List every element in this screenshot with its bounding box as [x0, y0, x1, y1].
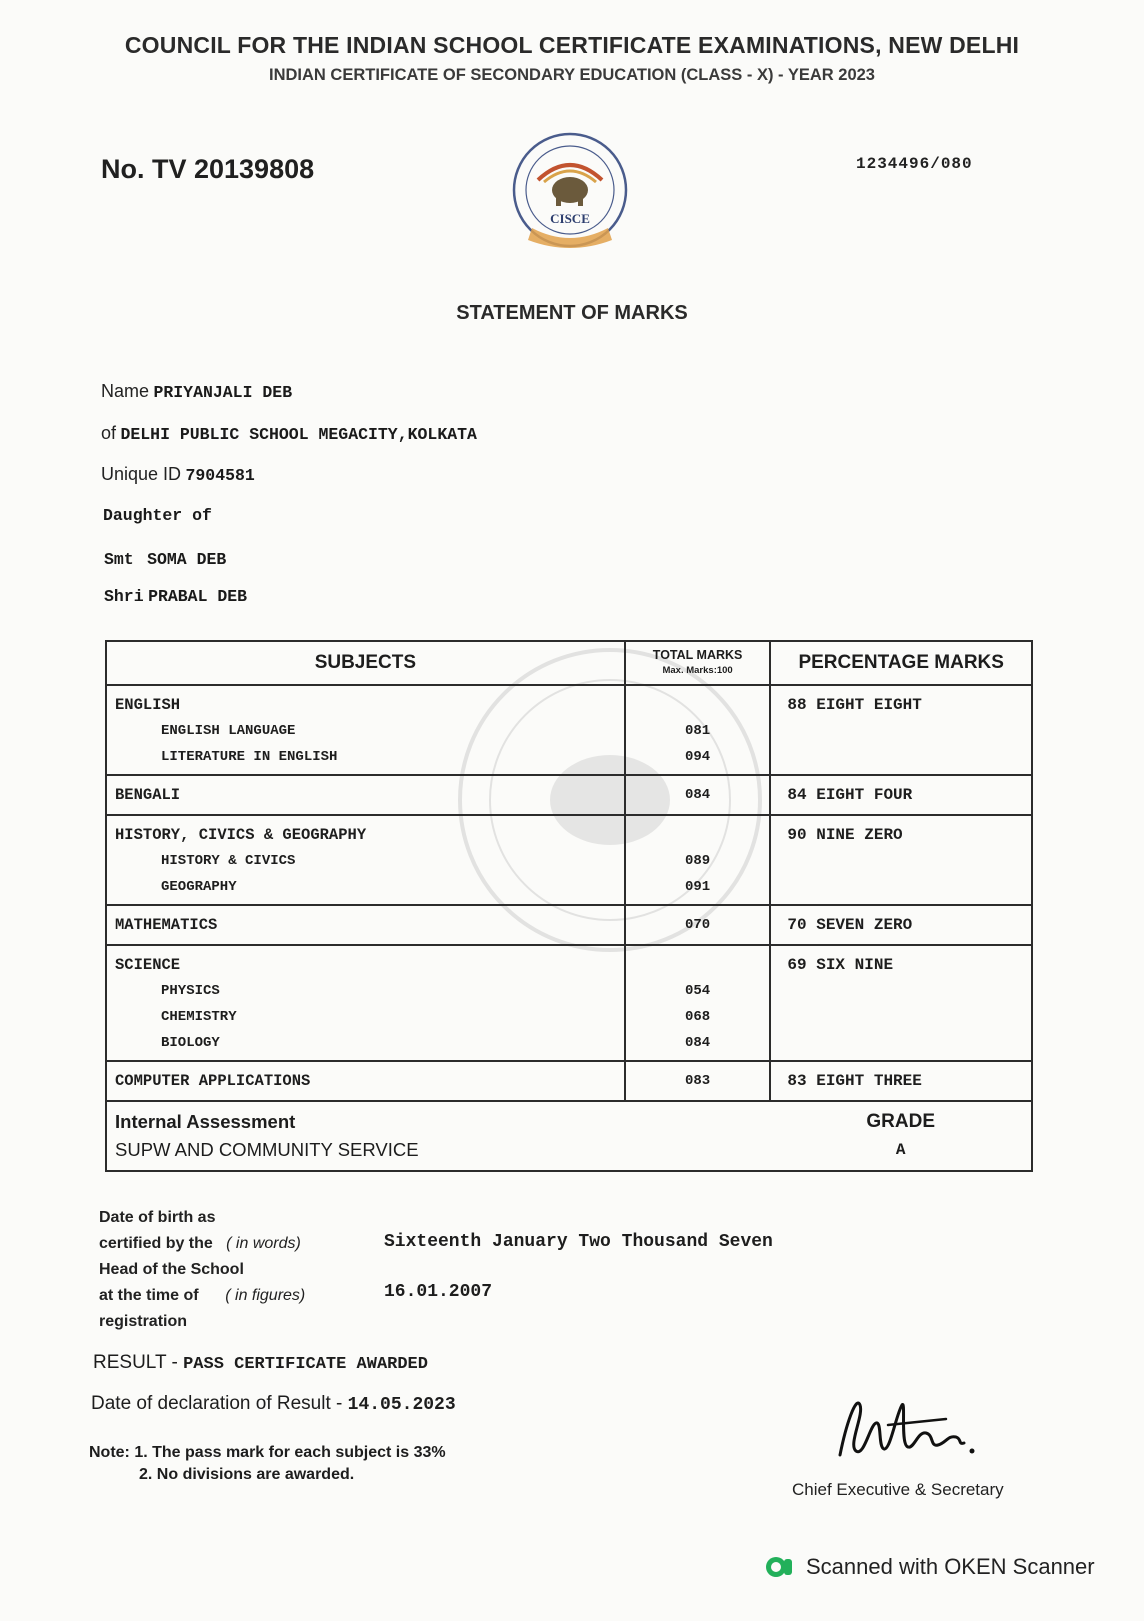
percentage-cell: 70 SEVEN ZERO: [770, 905, 1032, 945]
percentage-cell: 88 EIGHT EIGHT: [770, 685, 1032, 775]
school-row: [101, 423, 477, 444]
subject-name: SCIENCE: [115, 956, 181, 974]
grade-cell: [770, 1101, 1032, 1171]
marks-value: 094: [684, 749, 711, 765]
internal-assessment-title: Internal Assessment: [115, 1111, 296, 1132]
mother-row: [104, 550, 226, 569]
percentage-cell: 90 NINE ZERO: [770, 815, 1032, 905]
mother-name: SOMA DEB: [147, 550, 227, 569]
header-total-label: TOTAL MARKS: [652, 648, 743, 662]
subject-cell: BENGALI: [106, 775, 625, 815]
header-max-marks: Max. Marks:100: [662, 665, 733, 676]
dob-label-line: registration: [99, 1313, 188, 1330]
subject-cell: [106, 685, 625, 775]
marks-cell: [625, 945, 771, 1061]
subject-name: HISTORY, CIVICS & GEOGRAPHY: [115, 826, 367, 844]
subject-part: ENGLISH LANGUAGE: [161, 723, 296, 739]
school-name: DELHI PUBLIC SCHOOL MEGACITY,KOLKATA: [120, 425, 477, 444]
table-header-row: [106, 641, 1032, 685]
marks-cell: 084: [625, 775, 771, 815]
result-value: PASS CERTIFICATE AWARDED: [183, 1355, 428, 1374]
note-label: Note:: [89, 1444, 130, 1461]
marks-value: 081: [684, 723, 711, 739]
declaration-row: [91, 1393, 456, 1415]
marks-value: 054: [684, 983, 711, 999]
subject-part: BIOLOGY: [161, 1035, 220, 1051]
unique-id: 7904581: [185, 466, 255, 485]
grade-value: A: [895, 1141, 906, 1159]
result-row: [93, 1352, 428, 1374]
internal-assessment-cell: [106, 1101, 770, 1171]
marks-cell: [625, 815, 771, 905]
marks-cell: 070: [625, 905, 771, 945]
relation-label: Daughter of: [103, 506, 212, 525]
declaration-label: Date of declaration of Result -: [91, 1393, 343, 1414]
subject-part: PHYSICS: [161, 983, 220, 999]
note-item: 1. The pass mark for each subject is 33%: [134, 1444, 446, 1461]
certificate-number: No. TV 20139808: [101, 154, 315, 184]
scanner-text: Scanned with OKEN Scanner: [806, 1554, 1095, 1579]
subject-part: GEOGRAPHY: [161, 879, 237, 895]
notes-block: [89, 1442, 446, 1486]
header-subjects: SUBJECTS: [106, 641, 625, 685]
council-title: COUNCIL FOR THE INDIAN SCHOOL CERTIFICATE EXAMINATIONS, NEW DELHI: [124, 32, 1020, 58]
uid-label: Unique ID: [101, 464, 182, 484]
candidate-name: PRIYANJALI DEB: [153, 383, 293, 402]
name-row: [101, 381, 292, 402]
subject-part: HISTORY & CIVICS: [161, 853, 296, 869]
cisce-seal-icon: [500, 128, 640, 268]
father-row: [104, 587, 247, 606]
percentage-cell: 83 EIGHT THREE: [770, 1061, 1032, 1101]
father-name: PRABAL DEB: [148, 587, 248, 606]
marks-value: 091: [684, 879, 711, 895]
header-percentage: PERCENTAGE MARKS: [770, 641, 1032, 685]
in-figures-label: ( in figures): [225, 1287, 306, 1304]
dob-in-words: Sixteenth January Two Thousand Seven: [384, 1232, 773, 1252]
table-row: [106, 945, 1032, 1061]
table-row: [106, 905, 1032, 945]
in-words-label: ( in words): [226, 1235, 301, 1252]
index-number: 1234496/080: [856, 155, 973, 173]
signature-icon: [826, 1385, 986, 1475]
subject-cell: [106, 945, 625, 1061]
table-row: [106, 685, 1032, 775]
internal-assessment-row: [106, 1101, 1032, 1171]
dob-label-line: at the time of: [99, 1287, 199, 1304]
result-label: RESULT -: [93, 1352, 178, 1373]
signature-caption: Chief Executive & Secretary: [792, 1480, 1004, 1499]
internal-assessment-subject: SUPW AND COMMUNITY SERVICE: [115, 1139, 419, 1160]
table-row: [106, 775, 1032, 815]
dob-label-line: Date of birth as: [99, 1209, 216, 1226]
name-label: Name: [101, 381, 150, 401]
dob-label-line: Head of the School: [99, 1261, 244, 1278]
exam-title: INDIAN CERTIFICATE OF SECONDARY EDUCATION (CLASS - X) - YEAR 2023: [269, 66, 875, 84]
subject-cell: [106, 815, 625, 905]
marks-cell: 083: [625, 1061, 771, 1101]
header-total-marks: [625, 641, 771, 685]
school-label: of: [101, 423, 117, 443]
dob-in-figures: 16.01.2007: [384, 1282, 493, 1302]
subject-part: LITERATURE IN ENGLISH: [161, 749, 338, 765]
declaration-date: 14.05.2023: [347, 1395, 456, 1415]
subject-cell: COMPUTER APPLICATIONS: [106, 1061, 625, 1101]
percentage-cell: 69 SIX NINE: [770, 945, 1032, 1061]
table-row: [106, 815, 1032, 905]
scanner-watermark: [764, 1550, 1095, 1584]
father-prefix: Shri: [104, 587, 144, 606]
oken-scanner-logo-icon: [764, 1554, 796, 1580]
subject-name: ENGLISH: [115, 696, 181, 714]
statement-title: STATEMENT OF MARKS: [456, 302, 688, 324]
dob-label-line: certified by the: [99, 1235, 213, 1252]
subject-cell: MATHEMATICS: [106, 905, 625, 945]
mother-prefix: Smt: [104, 550, 134, 569]
marks-value: 084: [684, 1035, 711, 1051]
note-item: 2. No divisions are awarded.: [139, 1466, 355, 1483]
marks-value: 089: [684, 853, 711, 869]
marks-table: [105, 640, 1033, 1172]
subject-part: CHEMISTRY: [161, 1009, 237, 1025]
marks-value: 068: [684, 1009, 711, 1025]
uid-row: [101, 464, 255, 485]
grade-label: GRADE: [866, 1111, 936, 1132]
percentage-cell: 84 EIGHT FOUR: [770, 775, 1032, 815]
seal-label: CISCE: [550, 211, 590, 226]
table-row: [106, 1061, 1032, 1101]
dob-label-block: [99, 1205, 305, 1335]
marks-cell: [625, 685, 771, 775]
